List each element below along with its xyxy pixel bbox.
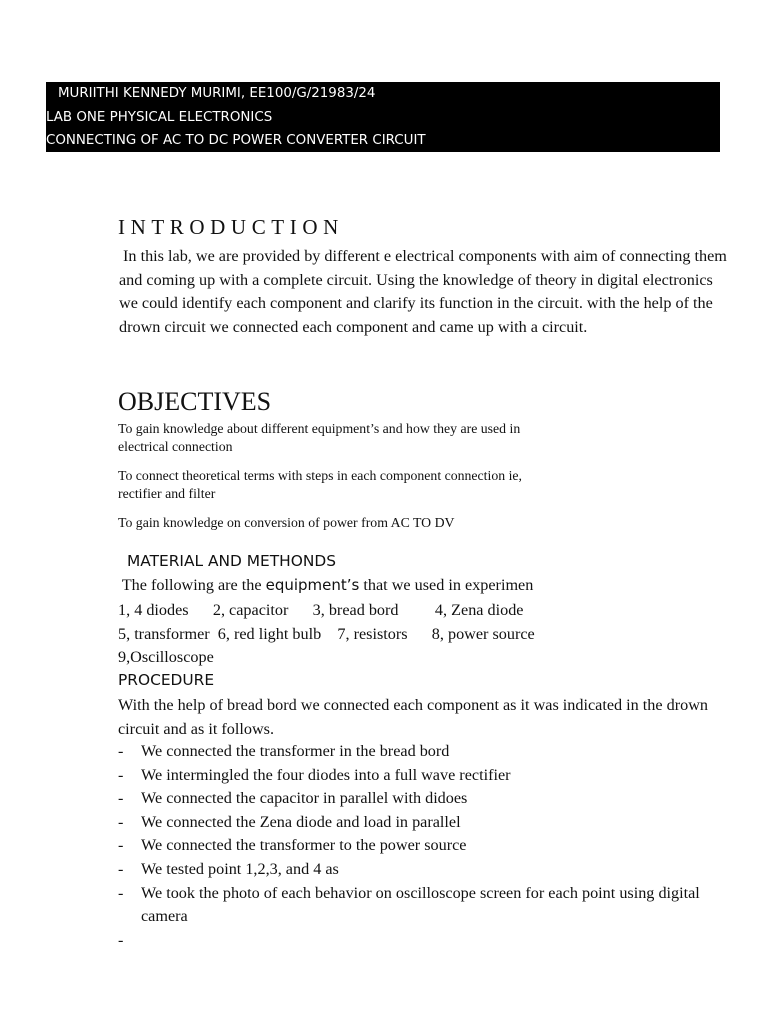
procedure-step <box>118 858 728 882</box>
experiment-title-line: CONNECTING OF AC TO DC POWER CONVERTER CIRCUIT <box>46 133 426 148</box>
step-text: We connected the transformer in the bread bord <box>141 742 450 760</box>
list-dash: - <box>118 836 124 855</box>
equipment-list-line: 1, 4 diodes 2, capacitor 3, bread bord 4, Zena diode <box>118 601 524 619</box>
objectives-heading: OBJECTIVES <box>118 387 272 416</box>
author-line: MURIITHI KENNEDY MURIMI, EE100/G/21983/24 <box>58 86 376 101</box>
objective-item: To connect theoretical terms with steps in each component connection ie, rectifier and filter <box>118 468 522 501</box>
introduction-text: In this lab, we are provided by different e electrical components with aim of connecting them and coming up with a complete circuit. Using the knowledge of theory in digital electronics we could identify each component and clarify its function in the circuit. with the help of the drown circuit we connected each component and came up with a circuit. <box>119 247 727 336</box>
objective-item: To gain knowledge about different equipment’s and how they are used in electrical connection <box>118 421 521 454</box>
procedure-step <box>118 764 728 788</box>
step-text: We tested point 1,2,3, and 4 as <box>141 859 339 878</box>
procedure-steps <box>118 740 728 949</box>
step-text: We connected the Zena diode and load in parallel <box>141 812 461 831</box>
materials-intro <box>118 574 533 598</box>
list-dash: - <box>118 812 124 831</box>
list-dash: - <box>118 859 124 878</box>
procedure-step <box>118 787 728 811</box>
step-text: We took the photo of each behavior on oscilloscope screen for each point using digital camera <box>141 883 700 926</box>
materials-intro-prefix: The following are the <box>118 576 266 594</box>
procedure-heading: PROCEDURE <box>118 671 215 689</box>
procedure-step <box>118 834 728 858</box>
procedure-step <box>118 740 728 764</box>
materials-intro-suffix: that we used in experimen <box>359 576 534 594</box>
materials-heading: MATERIAL AND METHONDS <box>127 552 336 570</box>
step-text: We connected the capacitor in parallel with didoes <box>141 789 468 808</box>
procedure-step <box>118 882 728 929</box>
list-dash: - <box>118 742 124 760</box>
list-dash: - <box>118 765 124 784</box>
list-dash: - <box>118 883 124 902</box>
equipment-list-line: 9,Oscilloscope <box>118 648 214 666</box>
document-header <box>46 82 720 152</box>
procedure-intro: With the help of bread bord we connected each component as it was indicated in the drown circuit and as it follows. <box>118 696 708 738</box>
step-text: We connected the transformer to the power source <box>141 836 467 855</box>
lab-title-line: LAB ONE PHYSICAL ELECTRONICS <box>46 109 273 125</box>
equipment-list-line: 5, transformer 6, red light bulb 7, resistors 8, power source <box>118 625 535 643</box>
list-dash: - <box>118 930 124 949</box>
objective-item: To gain knowledge on conversion of power from AC TO DV <box>118 515 455 530</box>
step-text: We intermingled the four diodes into a full wave rectifier <box>141 765 511 784</box>
list-dash: - <box>118 789 124 808</box>
materials-intro-emphasis: equipment’s <box>265 576 360 594</box>
introduction-heading: INTRODUCTION <box>118 215 344 239</box>
procedure-step <box>118 811 728 835</box>
introduction-paragraph <box>119 245 729 339</box>
